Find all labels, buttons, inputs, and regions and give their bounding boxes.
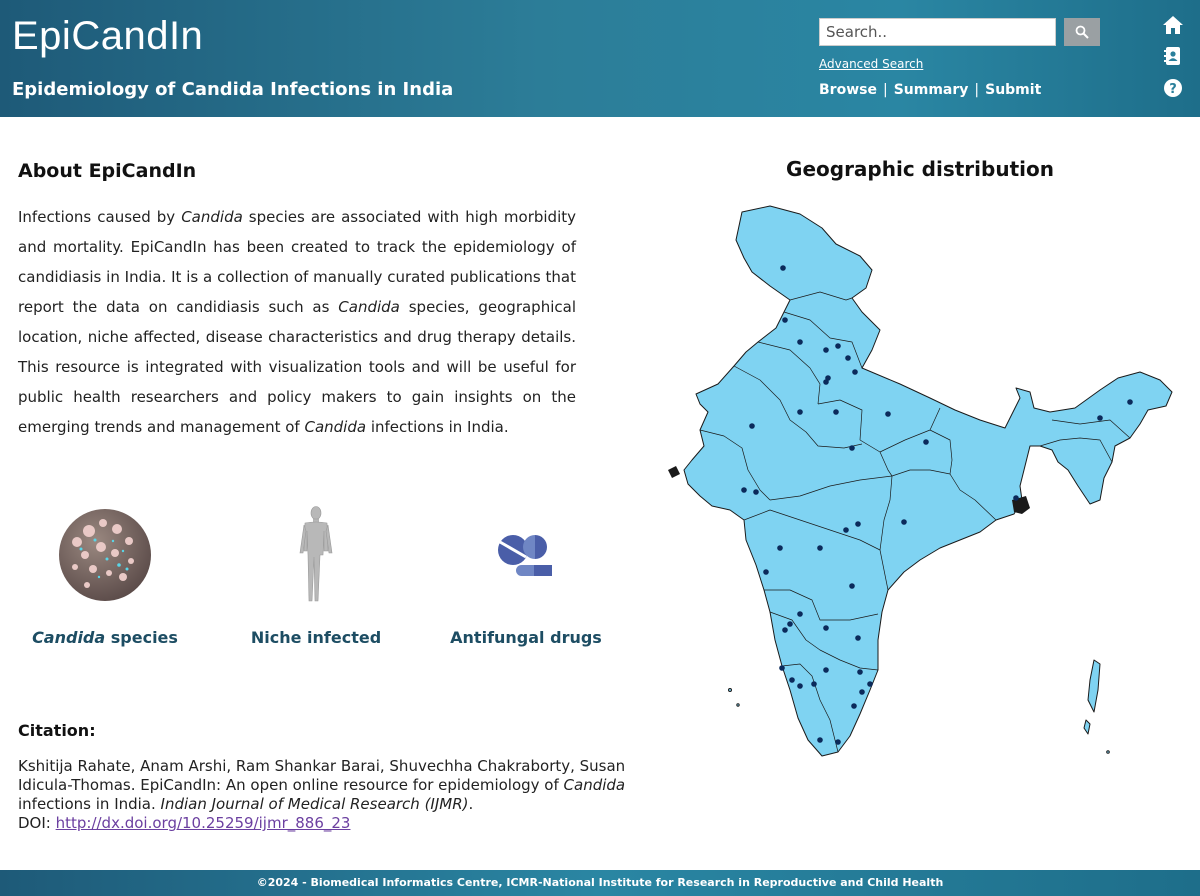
location-marker[interactable]: [843, 527, 849, 533]
location-marker[interactable]: [817, 545, 823, 551]
feature-label: [15, 628, 195, 647]
location-marker[interactable]: [849, 583, 855, 589]
feature-label-text: species: [105, 628, 178, 647]
advanced-search-link[interactable]: Advanced Search: [819, 57, 924, 71]
location-marker[interactable]: [852, 369, 858, 375]
citation-part: infections in India.: [18, 795, 161, 813]
about-text-part: infections in India.: [366, 418, 509, 436]
gujarat-coast-patch: [668, 466, 680, 478]
location-marker[interactable]: [797, 611, 803, 617]
feature-label-text: Antifungal drugs: [450, 628, 602, 647]
location-marker[interactable]: [749, 423, 755, 429]
location-marker[interactable]: [782, 627, 788, 633]
nav-separator: |: [974, 82, 980, 98]
island: [1084, 720, 1090, 734]
location-marker[interactable]: [817, 737, 823, 743]
location-marker[interactable]: [867, 681, 873, 687]
location-marker[interactable]: [1013, 495, 1019, 501]
location-marker[interactable]: [1097, 415, 1103, 421]
feature-label: [226, 628, 406, 647]
citation-heading: Citation:: [18, 721, 96, 740]
pills-icon: [496, 533, 556, 577]
about-paragraph: [18, 202, 576, 442]
citation-text: [18, 757, 638, 833]
help-icon[interactable]: [1162, 77, 1184, 99]
doi-label: DOI:: [18, 814, 56, 832]
contacts-icon[interactable]: [1162, 45, 1184, 67]
location-marker[interactable]: [851, 703, 857, 709]
svg-text:?: ?: [1169, 82, 1177, 97]
island: [737, 704, 739, 706]
human-body-icon: [296, 505, 336, 605]
location-marker[interactable]: [797, 339, 803, 345]
about-text-italic: Candida: [338, 298, 400, 316]
feature-niche-infected[interactable]: [226, 500, 406, 647]
site-header: [0, 0, 1200, 117]
nav-submit[interactable]: Submit: [985, 82, 1042, 98]
island: [729, 689, 732, 692]
location-marker[interactable]: [782, 317, 788, 323]
location-marker[interactable]: [835, 343, 841, 349]
citation-part: .: [468, 795, 474, 813]
island: [1088, 660, 1100, 712]
location-marker[interactable]: [797, 683, 803, 689]
location-marker[interactable]: [780, 265, 786, 271]
location-marker[interactable]: [845, 355, 851, 361]
location-marker[interactable]: [787, 621, 793, 627]
location-marker[interactable]: [901, 519, 907, 525]
location-marker[interactable]: [823, 347, 829, 353]
doi-link[interactable]: http://dx.doi.org/10.25259/ijmr_886_23: [55, 814, 351, 832]
location-marker[interactable]: [835, 739, 841, 745]
location-marker[interactable]: [855, 635, 861, 641]
site-footer: ©2024 - Biomedical Informatics Centre, ICMR-National Institute for Research in Reproductive and Child Health: [0, 870, 1200, 896]
main-nav: [819, 82, 1041, 98]
location-marker[interactable]: [811, 681, 817, 687]
about-heading: About EpiCandIn: [18, 160, 197, 182]
location-marker[interactable]: [885, 411, 891, 417]
about-text-part: species, geographical location, niche affected, disease characteristics and drug therapy details. This resource is integrated with visualization tools and will be useful for public health researchers and policy makers to gain insights on the emerging trends and management of: [18, 298, 576, 436]
nav-browse[interactable]: Browse: [819, 82, 877, 98]
feature-candida-species[interactable]: [15, 500, 195, 647]
feature-label-text: Niche infected: [250, 628, 382, 647]
candida-colony-icon: [57, 507, 153, 603]
search-icon: [1075, 25, 1089, 39]
site-subtitle: Epidemiology of Candida Infections in India: [12, 79, 454, 100]
about-text-part: species are associated with high morbidity and mortality. EpiCandIn has been created to track the epidemiology of candidiasis in India. It is a collection of manually curated publications that report the data on candidiasis such as: [18, 208, 577, 316]
feature-antifungal-drugs[interactable]: [436, 500, 616, 647]
search-input[interactable]: [819, 18, 1056, 46]
location-marker[interactable]: [779, 665, 785, 671]
feature-label: [436, 628, 616, 647]
location-marker[interactable]: [763, 569, 769, 575]
citation-italic: Candida: [563, 776, 626, 794]
india-map[interactable]: [660, 198, 1180, 768]
location-marker[interactable]: [797, 409, 803, 415]
location-marker[interactable]: [923, 439, 929, 445]
nav-separator: |: [882, 82, 888, 98]
map-heading: Geographic distribution: [786, 157, 1054, 181]
location-marker[interactable]: [777, 545, 783, 551]
location-marker[interactable]: [753, 489, 759, 495]
about-text-italic: Candida: [181, 208, 243, 226]
search-button[interactable]: [1064, 18, 1100, 46]
location-marker[interactable]: [1127, 399, 1133, 405]
island: [1107, 751, 1110, 754]
location-marker[interactable]: [849, 445, 855, 451]
location-marker[interactable]: [823, 379, 829, 385]
location-marker[interactable]: [859, 689, 865, 695]
about-text-part: Infections caused by: [18, 208, 182, 226]
location-marker[interactable]: [833, 409, 839, 415]
location-marker[interactable]: [855, 521, 861, 527]
home-icon[interactable]: [1162, 14, 1184, 36]
location-marker[interactable]: [789, 677, 795, 683]
location-marker[interactable]: [823, 667, 829, 673]
location-marker[interactable]: [741, 487, 747, 493]
nav-summary[interactable]: Summary: [893, 82, 969, 98]
location-marker[interactable]: [823, 625, 829, 631]
feature-label-italic: Candida: [32, 628, 106, 647]
site-title[interactable]: EpiCandIn: [12, 14, 204, 58]
location-marker[interactable]: [857, 669, 863, 675]
citation-part: Kshitija Rahate, Anam Arshi, Ram Shankar Barai, Shuvechha Chakraborty, Susan Idicula-Thomas. EpiCandIn: An open online resource for epidemiology of: [18, 757, 626, 794]
citation-journal: Indian Journal of Medical Research (IJMR): [160, 795, 469, 813]
about-text-italic: Candida: [304, 418, 367, 436]
